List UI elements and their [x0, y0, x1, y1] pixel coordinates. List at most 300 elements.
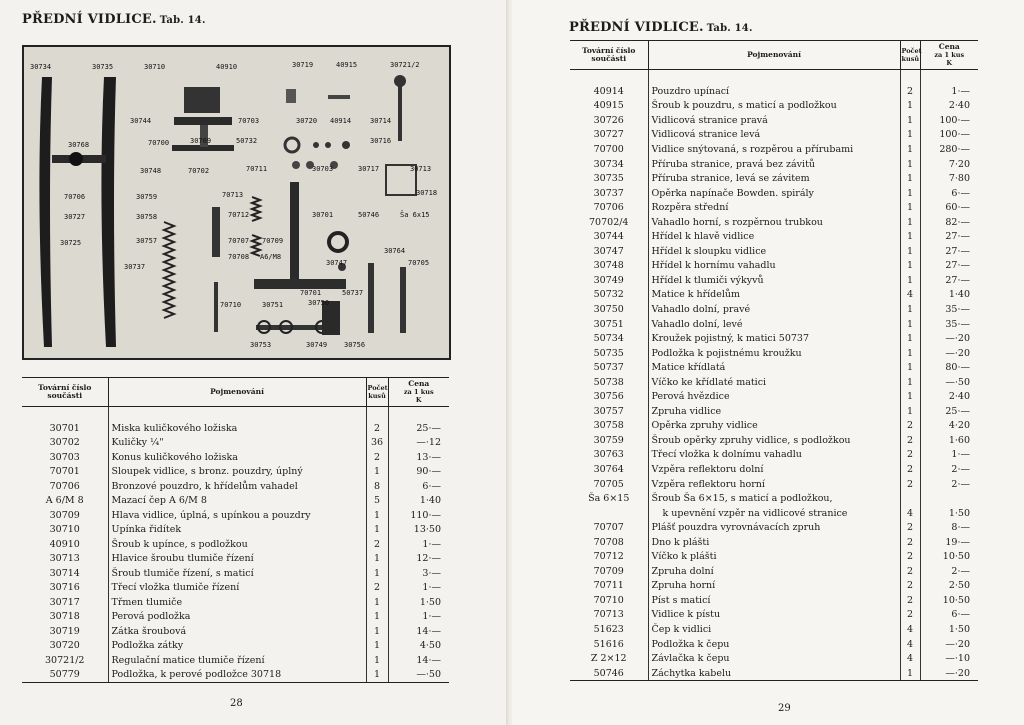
- part-number-cell: 50738: [593, 376, 624, 388]
- figure-part-label: 30749: [306, 341, 328, 349]
- figure-part-label: 30716: [370, 137, 392, 145]
- part-name-cell: Vidlice k pístu: [648, 608, 900, 623]
- quantity-cell: 2: [366, 581, 388, 596]
- price-cell: 14·—: [388, 624, 449, 639]
- quantity-cell: 2: [900, 550, 920, 565]
- figure-part-label: 30756: [344, 341, 366, 349]
- part-number-cell: 30756: [593, 391, 624, 403]
- quantity-cell: 1: [900, 375, 920, 390]
- table-row: [22, 639, 449, 654]
- figure-part-label: 30758: [136, 213, 158, 221]
- price-cell: 2·—: [920, 564, 978, 579]
- price-cell: 7·20: [920, 157, 978, 172]
- figure-part-label: 30721/2: [390, 61, 420, 69]
- part-name-cell: Šroub tlumiče řízení, s maticí: [108, 566, 366, 581]
- part-number-cell: 30713: [49, 553, 80, 565]
- quantity-cell: 1: [900, 215, 920, 230]
- table-row: [570, 215, 978, 230]
- table-row: [570, 259, 978, 274]
- price-cell: 1·—: [388, 581, 449, 596]
- part-number-cell: 70708: [593, 536, 624, 548]
- quantity-cell: 1: [366, 639, 388, 654]
- quantity-cell: 1: [366, 465, 388, 480]
- table-row: [570, 331, 978, 346]
- part-number-cell: 30716: [49, 582, 80, 594]
- column-header-part-number: Tovární číslo součásti: [570, 41, 648, 70]
- part-number-cell: 30751: [593, 318, 624, 330]
- column-header-price: Cena za 1 kus K: [388, 378, 449, 407]
- figure-part-label: 70710: [220, 301, 242, 309]
- table-row: [570, 651, 978, 666]
- price-cell: 2·—: [920, 477, 978, 492]
- part-name-cell: Závlačka k čepu: [648, 651, 900, 666]
- price-cell: 1·—: [920, 448, 978, 463]
- part-number-cell: 70700: [593, 143, 624, 155]
- price-cell: —·20: [920, 637, 978, 652]
- part-number-cell: 50732: [593, 289, 624, 301]
- table-row: [570, 244, 978, 259]
- table-row: [570, 520, 978, 535]
- price-cell: 2·—: [920, 462, 978, 477]
- table-row: [570, 419, 978, 434]
- quantity-cell: 36: [366, 436, 388, 451]
- part-name-cell: Píst s maticí: [648, 593, 900, 608]
- table-row: [570, 200, 978, 215]
- part-name-cell: Rozpěra střední: [648, 200, 900, 215]
- price-cell: 35·—: [920, 302, 978, 317]
- part-number-cell: 30719: [49, 625, 80, 637]
- figure-part-label: 40910: [216, 63, 238, 71]
- quantity-cell: 1: [900, 302, 920, 317]
- part-name-cell: Bronzové pouzdro, k hřídelům vahadel: [108, 479, 366, 494]
- quantity-cell: 1: [366, 653, 388, 668]
- price-cell: —·20: [920, 346, 978, 361]
- part-name-cell: Podložka k čepu: [648, 637, 900, 652]
- quantity-cell: 1: [900, 389, 920, 404]
- price-cell: 27·—: [920, 273, 978, 288]
- figure-part-label: 70713: [222, 191, 244, 199]
- page-title: PŘEDNÍ VIDLICE. Tab. 14.: [22, 12, 206, 27]
- part-name-cell: Vahadlo dolní, levé: [648, 317, 900, 332]
- table-row: [22, 436, 449, 451]
- part-number-cell: 30750: [593, 303, 624, 315]
- quantity-cell: 1: [366, 508, 388, 523]
- part-name-cell: Hřídel k hornímu vahadlu: [648, 259, 900, 274]
- part-number-cell: 40915: [593, 100, 624, 112]
- part-number-cell: 30727: [593, 129, 624, 141]
- price-cell: 60·—: [920, 200, 978, 215]
- price-cell: 10·50: [920, 550, 978, 565]
- part-number-cell: 30718: [49, 611, 80, 623]
- table-row: [570, 288, 978, 303]
- parts-table-body: [22, 407, 449, 683]
- part-name-cell: Matice křídlatá: [648, 360, 900, 375]
- part-number-cell: 50779: [22, 668, 108, 683]
- part-number-cell: 51623: [593, 624, 624, 635]
- table-row: [570, 622, 978, 637]
- figure-part-label: 40915: [336, 61, 358, 69]
- price-cell: 27·—: [920, 229, 978, 244]
- figure-part-label: 70702: [188, 167, 210, 175]
- part-number-cell: 30735: [593, 173, 624, 185]
- quantity-cell: 2: [900, 84, 920, 99]
- table-row: [22, 624, 449, 639]
- table-row: [570, 477, 978, 492]
- price-cell: 10·50: [920, 593, 978, 608]
- quantity-cell: 2: [900, 419, 920, 434]
- table-row: [570, 360, 978, 375]
- figure-part-label: 70706: [64, 193, 86, 201]
- table-row: [22, 523, 449, 538]
- quantity-cell: [900, 491, 920, 506]
- table-row: [570, 389, 978, 404]
- part-name-cell: Hlava vidlice, úplná, s upínkou a pouzdry: [108, 508, 366, 523]
- part-number-cell: 30764: [593, 463, 624, 475]
- quantity-cell: 1: [366, 610, 388, 625]
- quantity-cell: 1: [366, 552, 388, 567]
- part-number-cell: 30757: [593, 405, 624, 417]
- quantity-cell: 2: [900, 462, 920, 477]
- part-name-cell: Třecí vložka k dolnímu vahadlu: [648, 448, 900, 463]
- quantity-cell: 1: [366, 668, 388, 683]
- figure-part-label: 30720: [296, 117, 318, 125]
- table-row: [570, 462, 978, 477]
- part-name-cell: Konus kuličkového ložiska: [108, 450, 366, 465]
- price-cell: 6·—: [920, 608, 978, 623]
- table-spacer-row: [570, 70, 978, 85]
- quantity-cell: 1: [900, 259, 920, 274]
- part-name-cell: Šroub Ša 6×15, s maticí a podložkou,: [648, 491, 900, 506]
- part-number-cell: 70710: [593, 594, 624, 606]
- price-cell: 280·—: [920, 142, 978, 157]
- figure-part-label: 30747: [326, 259, 348, 267]
- quantity-cell: 1: [900, 186, 920, 201]
- part-number-cell: 30759: [593, 434, 624, 446]
- quantity-cell: 1: [900, 113, 920, 128]
- part-name-cell: k upevnění vzpěr na vidlicové stranice: [648, 506, 900, 521]
- figure-part-label: 30703: [312, 165, 334, 173]
- price-cell: 4·20: [920, 419, 978, 434]
- price-cell: 19·—: [920, 535, 978, 550]
- quantity-cell: 2: [900, 535, 920, 550]
- price-cell: 100·—: [920, 113, 978, 128]
- part-number-cell: 70706: [593, 202, 624, 214]
- quantity-cell: 1: [900, 200, 920, 215]
- part-name-cell: Perová podložka: [108, 610, 366, 625]
- table-row: [570, 229, 978, 244]
- part-name-cell: Podložka k pojistnému kroužku: [648, 346, 900, 361]
- figure-part-label: 70705: [408, 259, 430, 267]
- price-cell: 27·—: [920, 244, 978, 259]
- quantity-cell: 2: [366, 421, 388, 436]
- quantity-cell: 1: [900, 317, 920, 332]
- part-number-cell: 30749: [593, 274, 624, 286]
- part-name-cell: Čep k vidlici: [648, 622, 900, 637]
- price-cell: 27·—: [920, 259, 978, 274]
- right-page: [512, 0, 1024, 725]
- table-row: [570, 666, 978, 681]
- figure-part-label: 30753: [250, 341, 272, 349]
- figure-part-label: 30709: [190, 137, 212, 145]
- column-header-quantity: Počet kusů: [900, 41, 920, 70]
- price-cell: 80·—: [920, 360, 978, 375]
- price-cell: 6·—: [388, 479, 449, 494]
- quantity-cell: 8: [366, 479, 388, 494]
- table-row: [22, 537, 449, 552]
- price-cell: 35·—: [920, 317, 978, 332]
- table-row: [570, 171, 978, 186]
- part-number-cell: 30701: [49, 422, 80, 434]
- price-cell: 1·—: [920, 84, 978, 99]
- price-cell: —·10: [920, 651, 978, 666]
- part-name-cell: Hlavice šroubu tlumiče řízení: [108, 552, 366, 567]
- table-row: [570, 113, 978, 128]
- part-name-cell: Zpruha vidlice: [648, 404, 900, 419]
- price-cell: —·50: [920, 375, 978, 390]
- table-row: [570, 273, 978, 288]
- quantity-cell: 4: [900, 622, 920, 637]
- price-cell: 100·—: [920, 128, 978, 143]
- part-name-cell: Plášť pouzdra vyrovnávacích zpruh: [648, 520, 900, 535]
- quantity-cell: 2: [900, 433, 920, 448]
- part-number-cell: 70705: [593, 478, 624, 490]
- part-number-cell: 50735: [593, 347, 624, 359]
- quantity-cell: 4: [900, 651, 920, 666]
- table-row: [570, 433, 978, 448]
- table-row: [22, 595, 449, 610]
- table-row: [22, 508, 449, 523]
- quantity-cell: 2: [900, 448, 920, 463]
- quantity-cell: 1: [900, 142, 920, 157]
- fork-parts-illustration: [24, 47, 449, 358]
- part-name-cell: Třecí vložka tlumiče řízení: [108, 581, 366, 596]
- price-cell: —·20: [920, 331, 978, 346]
- part-number-cell: 30744: [593, 231, 624, 243]
- table-spacer-row: [22, 407, 449, 422]
- price-cell: 82·—: [920, 215, 978, 230]
- part-name-cell: Šroub opěrky zpruhy vidlice, s podložkou: [648, 433, 900, 448]
- part-name-cell: Vzpěra reflektoru horní: [648, 477, 900, 492]
- part-name-cell: Hřídel k sloupku vidlice: [648, 244, 900, 259]
- quantity-cell: 2: [900, 608, 920, 623]
- figure-part-label: 30717: [358, 165, 380, 173]
- figure-part-label: 30768: [68, 141, 90, 149]
- part-name-cell: Šroub k pouzdru, s maticí a podložkou: [648, 99, 900, 114]
- figure-part-label: 70707: [228, 237, 250, 245]
- table-row: [22, 552, 449, 567]
- quantity-cell: 1: [900, 171, 920, 186]
- part-name-cell: Vidlicová stranice levá: [648, 128, 900, 143]
- quantity-cell: 1: [900, 404, 920, 419]
- table-row: [570, 448, 978, 463]
- price-cell: 1·—: [388, 610, 449, 625]
- table-row: [570, 128, 978, 143]
- figure-part-label: 70711: [246, 165, 268, 173]
- price-cell: 1·50: [920, 506, 978, 521]
- quantity-cell: 1: [900, 360, 920, 375]
- price-cell: 12·—: [388, 552, 449, 567]
- quantity-cell: 1: [900, 244, 920, 259]
- part-name-cell: Šroub k upínce, s podložkou: [108, 537, 366, 552]
- figure-part-label: 70712: [228, 211, 250, 219]
- quantity-cell: 4: [900, 637, 920, 652]
- table-row: [570, 608, 978, 623]
- price-cell: 14·—: [388, 653, 449, 668]
- figure-part-label: 30718: [416, 189, 438, 197]
- part-number-cell: A 6/M 8: [45, 495, 84, 507]
- part-name-cell: Opěrka zpruhy vidlice: [648, 419, 900, 434]
- price-cell: 8·—: [920, 520, 978, 535]
- quantity-cell: 2: [366, 537, 388, 552]
- part-name-cell: Zátka šroubová: [108, 624, 366, 639]
- part-number-cell: 30747: [593, 245, 624, 257]
- part-name-cell: Vidlicová stranice pravá: [648, 113, 900, 128]
- part-number-cell: [570, 506, 648, 521]
- part-number-cell: 70707: [593, 522, 624, 534]
- table-row: [22, 479, 449, 494]
- table-row: [570, 404, 978, 419]
- part-number-cell: 50746: [570, 666, 648, 681]
- part-number-cell: 30763: [593, 449, 624, 461]
- quantity-cell: 2: [900, 520, 920, 535]
- column-header-name: Pojmenování: [648, 41, 900, 70]
- table-row: [570, 84, 978, 99]
- table-row: [570, 157, 978, 172]
- price-cell: 1·40: [388, 494, 449, 509]
- price-cell: 4·50: [388, 639, 449, 654]
- part-name-cell: Opěrka napínače Bowden. spirály: [648, 186, 900, 201]
- part-name-cell: Zpruha horní: [648, 579, 900, 594]
- quantity-cell: 1: [366, 595, 388, 610]
- figure-part-label: 30750: [308, 299, 330, 307]
- part-name-cell: Pouzdro upínací: [648, 84, 900, 99]
- part-number-cell: 30703: [49, 451, 80, 463]
- price-cell: 1·—: [388, 537, 449, 552]
- part-name-cell: Hřídel k tlumiči výkyvů: [648, 273, 900, 288]
- figure-part-label: 30757: [136, 237, 158, 245]
- quantity-cell: 1: [900, 273, 920, 288]
- part-name-cell: Perová hvězdice: [648, 389, 900, 404]
- figure-part-label: 30713: [410, 165, 432, 173]
- parts-table-body: [570, 70, 978, 681]
- table-row: [570, 579, 978, 594]
- figure-part-label: 30725: [60, 239, 82, 247]
- table-row: [570, 535, 978, 550]
- part-name-cell: Matice k hřídelům: [648, 288, 900, 303]
- price-cell: 1·40: [920, 288, 978, 303]
- figure-part-label: 40914: [330, 117, 352, 125]
- part-name-cell: Podložka, k perové podložce 30718: [108, 668, 366, 683]
- part-number-cell: 70701: [49, 466, 80, 478]
- column-header-price: Cena za 1 kus K: [920, 41, 978, 70]
- part-name-cell: Podložka zátky: [108, 639, 366, 654]
- part-number-cell: 40914: [593, 85, 624, 97]
- part-number-cell: 70712: [593, 551, 624, 563]
- figure-part-label: 30764: [384, 247, 406, 255]
- part-name-cell: Vzpěra reflektoru dolní: [648, 462, 900, 477]
- table-row: [570, 346, 978, 361]
- part-number-cell: 70711: [593, 580, 624, 592]
- table-row: [570, 637, 978, 652]
- table-reference: Tab. 14.: [706, 23, 753, 34]
- table-row: [22, 653, 449, 668]
- quantity-cell: 2: [900, 593, 920, 608]
- part-number-cell: Ša 6×15: [588, 493, 630, 505]
- price-cell: —·20: [920, 666, 978, 681]
- price-cell: 110·—: [388, 508, 449, 523]
- figure-part-label: 30734: [30, 63, 52, 71]
- figure-part-label: 70708: [228, 253, 250, 261]
- figure-part-label: 30719: [292, 61, 314, 69]
- price-cell: 25·—: [920, 404, 978, 419]
- part-number-cell: 30702: [49, 437, 80, 449]
- quantity-cell: 2: [900, 477, 920, 492]
- part-number-cell: 30737: [593, 187, 624, 199]
- part-number-cell: 40910: [49, 538, 80, 550]
- table-row: [570, 550, 978, 565]
- part-name-cell: Kuličky ¼": [108, 436, 366, 451]
- part-number-cell: 70702/4: [589, 216, 629, 228]
- part-number-cell: 50737: [593, 362, 624, 374]
- figure-part-label: 70701: [300, 289, 322, 297]
- quantity-cell: 4: [900, 506, 920, 521]
- price-cell: —·12: [388, 436, 449, 451]
- part-number-cell: 30734: [593, 158, 624, 170]
- table-row: [570, 317, 978, 332]
- part-number-cell: 30720: [49, 640, 80, 652]
- table-row: [570, 506, 978, 521]
- part-name-cell: Kroužek pojistný, k matici 50737: [648, 331, 900, 346]
- figure-part-label: 30748: [140, 167, 162, 175]
- quantity-cell: 1: [366, 523, 388, 538]
- part-number-cell: Z 2×12: [590, 653, 627, 665]
- part-name-cell: Záchytka kabelu: [648, 666, 900, 681]
- part-name-cell: Vahadlo dolní, pravé: [648, 302, 900, 317]
- price-cell: 25·—: [388, 421, 449, 436]
- quantity-cell: 5: [366, 494, 388, 509]
- figure-part-label: 50732: [236, 137, 258, 145]
- part-name-cell: Zpruha dolní: [648, 564, 900, 579]
- part-number-cell: 30748: [593, 260, 624, 272]
- part-name-cell: Vahadlo horní, s rozpěrnou trubkou: [648, 215, 900, 230]
- table-row: [22, 450, 449, 465]
- price-cell: 90·—: [388, 465, 449, 480]
- column-header-name: Pojmenování: [108, 378, 366, 407]
- price-cell: 1·60: [920, 433, 978, 448]
- table-row: [22, 566, 449, 581]
- figure-part-label: A6/M8: [260, 253, 282, 261]
- quantity-cell: 2: [366, 450, 388, 465]
- column-header-part-number: Tovární číslo součásti: [22, 378, 108, 407]
- quantity-cell: 1: [900, 666, 920, 681]
- figure-part-label: 30759: [136, 193, 158, 201]
- figure-part-label: 70700: [148, 139, 170, 147]
- quantity-cell: 1: [366, 624, 388, 639]
- figure-part-label: 70703: [238, 117, 260, 125]
- part-number-cell: 30714: [49, 567, 80, 579]
- part-name-cell: Upínka řidítek: [108, 523, 366, 538]
- exploded-parts-photo: [22, 45, 451, 360]
- table-row: [22, 465, 449, 480]
- part-name-cell: Vidlice snýtovaná, s rozpěrou a přírubami: [648, 142, 900, 157]
- parts-table: [570, 40, 978, 681]
- figure-part-label: 70709: [262, 237, 284, 245]
- table-row: [22, 581, 449, 596]
- table-row: [570, 302, 978, 317]
- part-name-cell: Příruba stranice, levá se závitem: [648, 171, 900, 186]
- price-cell: 2·40: [920, 99, 978, 114]
- table-row: [22, 421, 449, 436]
